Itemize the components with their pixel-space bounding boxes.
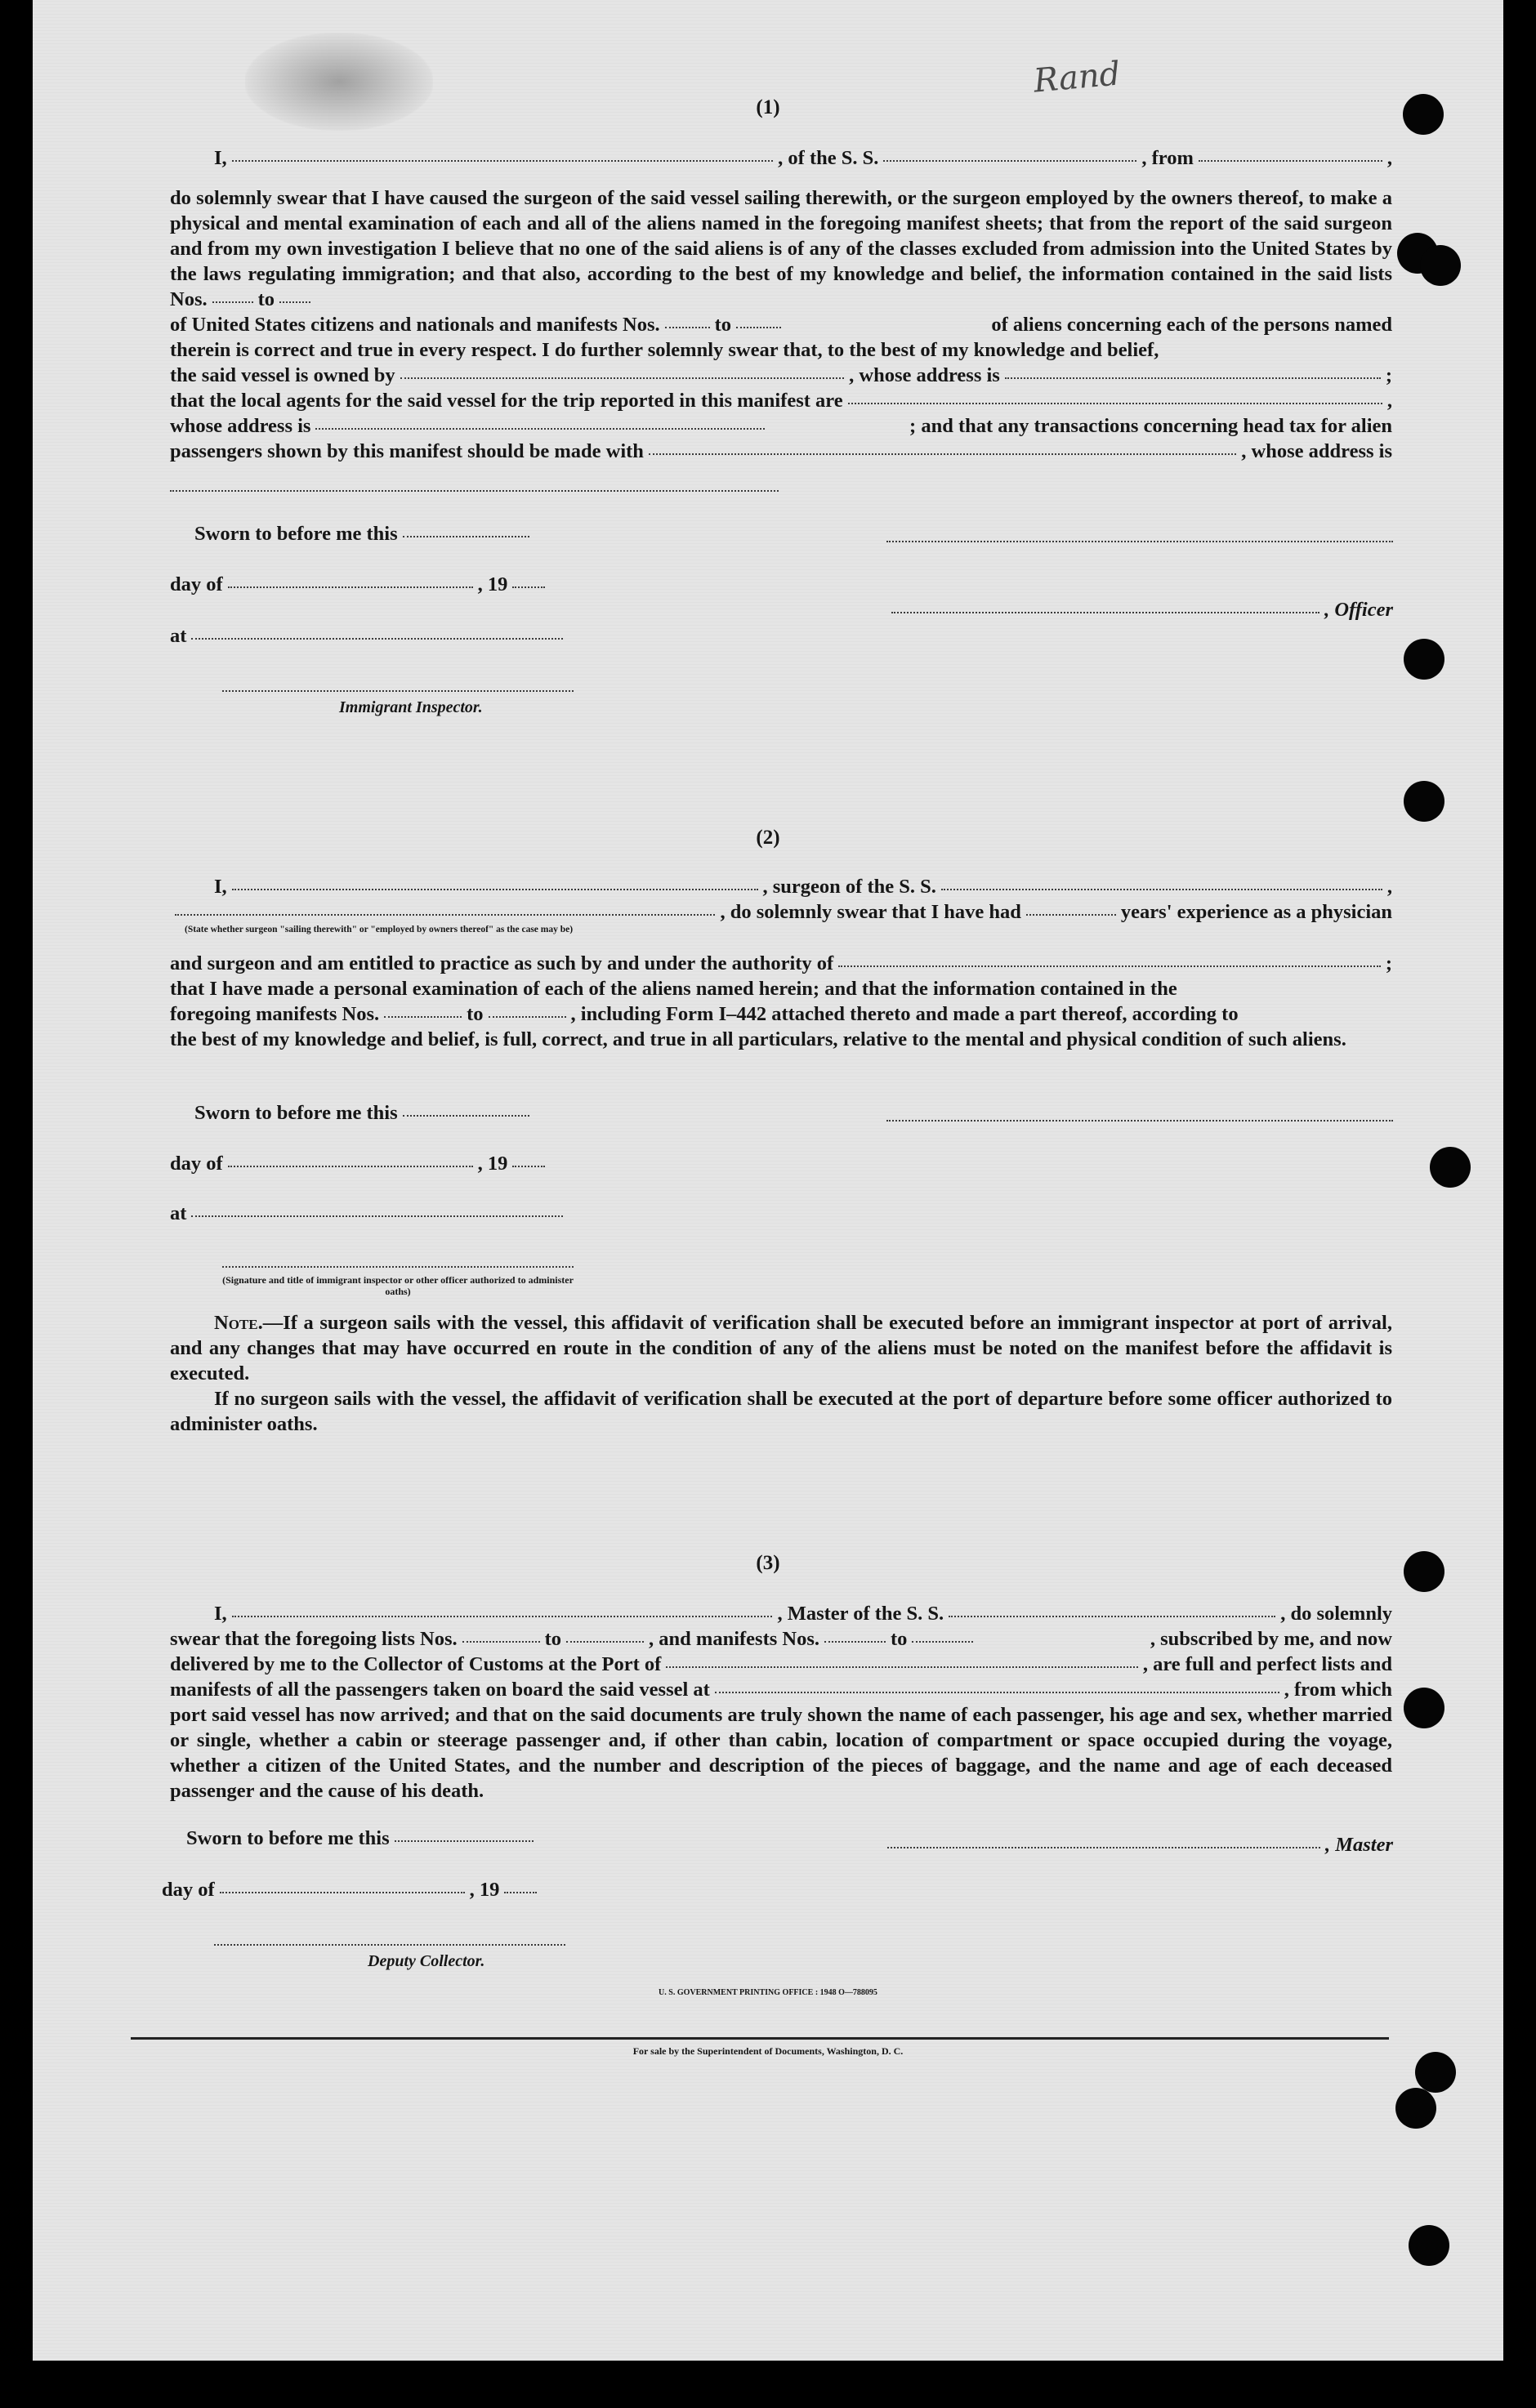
blank-field [665, 327, 710, 328]
blank-field [395, 1840, 534, 1842]
blank-field [191, 638, 563, 640]
signature-line [222, 1266, 574, 1268]
s1-text: to [257, 288, 275, 310]
handwritten-annotation: Rand [1032, 55, 1123, 100]
blank-field [504, 1892, 537, 1893]
s2-text: , do solemnly swear that I have had [720, 901, 1021, 923]
s1-officer [886, 599, 1393, 622]
s3-line-3 [170, 1652, 1392, 1677]
s1-text: , from [1141, 147, 1194, 169]
signature-line [887, 1847, 1320, 1848]
s2-text: the best of my knowledge and belief, is full, correct, and true in all particulars, relative to the mental and physical condition of such aliens. [170, 1028, 1346, 1050]
blank-field [649, 453, 1236, 455]
officer-label: , Officer [1324, 599, 1393, 621]
s2-line-2 [170, 899, 1392, 925]
signature-line [886, 541, 1393, 542]
s1-text: do solemnly swear that I have caused the surgeon of the said vessel sailing therewith, or the surgeon employed by the owners thereof, to make a physical and mental examination of each and all of the aliens named in the foregoing manifest sheets; that from the report of the said surgeon and from my own investigation I believe that no one of the said aliens is of any of the classes excluded from admission into the United States by the laws regulating immigration; and that also, according to the best of my knowledge and belief, the information contained in the said lists Nos. [170, 187, 1392, 310]
s3-text: delivered by me to the Collector of Customs at the Port of [170, 1653, 662, 1675]
blank-field [462, 1641, 540, 1643]
s1-text: , 19 [477, 573, 508, 595]
blank-field [279, 301, 310, 303]
blank-field [838, 965, 1381, 967]
blank-field [912, 1641, 973, 1643]
blank-field [824, 1641, 886, 1643]
punch-hole-icon [1403, 94, 1444, 135]
blank-field [941, 889, 1382, 890]
s1-text: to [714, 314, 732, 336]
s3-text: to [544, 1628, 562, 1650]
footer-rule [131, 2037, 1389, 2040]
s1-day [170, 573, 550, 596]
s1-paragraph [170, 185, 1392, 312]
blank-field [175, 914, 715, 916]
blank-field [666, 1666, 1138, 1668]
s2-text: I, [214, 876, 227, 898]
s1-text: that the local agents for the said vessel for the trip reported in this manifest are [170, 390, 843, 412]
printer-line: U. S. GOVERNMENT PRINTING OFFICE : 1948 O—788095 [659, 1988, 877, 1997]
blank-field [512, 1166, 545, 1167]
s3-text: , from which [1284, 1679, 1392, 1701]
section-3-body [170, 1601, 1392, 1804]
s1-text: therein is correct and true in every respect. I do further solemnly swear that, to the best of my knowledge and belief, [170, 339, 1159, 361]
s3-text: , Master of the S. S. [777, 1603, 944, 1625]
blank-field [403, 536, 529, 537]
s3-text: , 19 [469, 1879, 500, 1901]
blank-field [228, 586, 473, 588]
punch-hole-icon [1395, 2088, 1436, 2129]
s1-text: , [1386, 147, 1392, 169]
s2-text: that I have made a personal examination of each of the aliens named herein; and that the information contained in the [170, 978, 1177, 1000]
blank-field [848, 403, 1382, 404]
section-3-heading: (3) [756, 1552, 780, 1574]
note-text: —If a surgeon sails with the vessel, this affidavit of verification shall be executed before an immigrant inspector at port of arrival, and any changes that may have occurred en route in the condition of any of the aliens must be noted on the manifest before the affidavit is executed. [170, 1312, 1392, 1385]
punch-hole-icon [1430, 1147, 1471, 1188]
s1-text: the said vessel is owned by [170, 364, 395, 386]
section-2-heading: (2) [756, 827, 780, 849]
blank-field [736, 327, 781, 328]
signature-line [886, 1120, 1393, 1122]
s3-text: , subscribed by me, and now [1150, 1628, 1392, 1650]
s3-master [882, 1834, 1393, 1857]
s1-text: , of the S. S. [778, 147, 879, 169]
s3-text: Sworn to before me this [186, 1827, 390, 1849]
s2-text: , [1386, 876, 1392, 898]
note-paragraph-1 [170, 1310, 1392, 1386]
s2-text: , surgeon of the S. S. [762, 876, 936, 898]
punch-hole-icon [1415, 2052, 1456, 2093]
s1-line-3 [170, 312, 1392, 337]
signature-line [214, 1944, 565, 1946]
s3-text: , do solemnly [1280, 1603, 1392, 1625]
note-block [170, 1310, 1392, 1437]
blank-field [512, 586, 545, 588]
signature-line [891, 612, 1319, 613]
s1-line-8 [170, 439, 1392, 464]
s2-line-3 [170, 951, 1392, 976]
punch-hole-icon [1404, 1688, 1444, 1728]
s2-line-5 [170, 1001, 1392, 1027]
s3-text: , and manifests Nos. [649, 1628, 819, 1650]
blank-field [232, 889, 758, 890]
blank-field [170, 490, 779, 492]
blank-field [220, 1892, 465, 1893]
signature-line [222, 690, 574, 692]
s3-line-1 [170, 1601, 1392, 1626]
s1-text: day of [170, 573, 223, 595]
note-label: Note. [214, 1312, 263, 1334]
punch-hole-icon [1420, 245, 1461, 286]
s3-text: manifests of all the passengers taken on board the said vessel at [170, 1679, 710, 1701]
section-2-body [170, 874, 1392, 925]
s1-sworn [194, 523, 534, 546]
blank-field [715, 1692, 1279, 1693]
s1-text: ; [1385, 364, 1392, 386]
s2-text: at [170, 1202, 187, 1224]
blank-field [403, 1115, 529, 1117]
note-paragraph-2: If no surgeon sails with the vessel, the affidavit of verification shall be executed at the port of departure before some officer authorized to administer oaths. [170, 1388, 1392, 1435]
surgeon-caption: (State whether surgeon "sailing therewith" or "employed by owners thereof" as the case may be) [185, 925, 574, 934]
s2-text: day of [170, 1153, 223, 1175]
s1-line-6 [170, 388, 1392, 413]
s2-text: , including Form I–442 attached thereto and made a part thereof, according to [570, 1003, 1239, 1025]
punch-hole-icon [1404, 639, 1444, 680]
s2-at [170, 1202, 568, 1225]
s3-paragraph: port said vessel has now arrived; and that on the said documents are truly shown the name of each passenger, his age and sex, whether married or single, whether a cabin or steerage passenger and, if other than cabin, location of compartment or space occupied during the voyage, whether a citizen of the United States, and the number and description of the pieces of baggage, and the name and age of each deceased passenger and the cause of his death. [170, 1704, 1392, 1802]
s2-text: Sworn to before me this [194, 1102, 398, 1124]
blank-field [400, 377, 844, 379]
s1-text: of aliens concerning each of the persons named [991, 314, 1392, 336]
section-2-body-2 [170, 951, 1392, 1052]
section-1-body [170, 145, 1392, 464]
s1-line-7 [170, 413, 1392, 439]
blank-field [384, 1016, 462, 1018]
blank-field [232, 160, 774, 162]
section-1-heading: (1) [756, 96, 780, 118]
faded-stamp [245, 33, 433, 131]
s1-text: I, [214, 147, 227, 169]
blank-field [949, 1616, 1275, 1617]
blank-field [232, 1616, 773, 1617]
signature-title-caption: (Signature and title of immigrant inspector or other officer authorized to administer oaths) [222, 1274, 574, 1297]
blank-field [191, 1215, 563, 1217]
s2-text: years' experience as a physician [1120, 901, 1392, 923]
s3-text: swear that the foregoing lists Nos. [170, 1628, 458, 1650]
s1-text: Sworn to before me this [194, 523, 398, 545]
s1-text: ; and that any transactions concerning head tax for alien [909, 415, 1392, 437]
s2-day [170, 1153, 550, 1175]
punch-hole-icon [1409, 2225, 1449, 2266]
blank-field [489, 1016, 566, 1018]
s2-text: and surgeon and am entitled to practice as such by and under the authority of [170, 952, 834, 974]
s2-text: , 19 [477, 1153, 508, 1175]
s3-text: day of [162, 1879, 215, 1901]
immigrant-inspector-label: Immigrant Inspector. [339, 698, 483, 716]
punch-hole-icon [1404, 781, 1444, 822]
blank-field [315, 428, 765, 430]
blank-field [1005, 377, 1381, 379]
blank-field [228, 1166, 473, 1167]
s2-text: to [467, 1003, 484, 1025]
blank-field [1199, 160, 1382, 162]
s1-at [170, 625, 568, 648]
blank-field [566, 1641, 644, 1643]
s3-day [162, 1879, 542, 1902]
s1-text: , whose address is [849, 364, 1000, 386]
deputy-collector-label: Deputy Collector. [368, 1952, 485, 1970]
blank-field [212, 301, 253, 303]
master-label: , Master [1324, 1834, 1393, 1856]
s3-sworn [186, 1827, 538, 1850]
punch-hole-icon [1404, 1551, 1444, 1592]
s1-text: passengers shown by this manifest should be made with [170, 440, 644, 462]
s1-text: at [170, 625, 187, 647]
s1-line-5 [170, 363, 1392, 388]
s3-text: to [891, 1628, 908, 1650]
s3-text: , are full and perfect lists and [1142, 1653, 1392, 1675]
s2-text: foregoing manifests Nos. [170, 1003, 380, 1025]
s1-text: of United States citizens and nationals and manifests Nos. [170, 314, 660, 336]
s1-text: whose address is [170, 415, 311, 437]
s2-sworn [194, 1102, 534, 1125]
s1-text: , whose address is [1241, 440, 1392, 462]
s3-text: I, [214, 1603, 227, 1625]
s2-line-1 [170, 874, 1392, 899]
s1-text: , [1386, 390, 1392, 412]
footer-text: For sale by the Superintendent of Documents, Washington, D. C. [632, 2045, 904, 2057]
s3-line-4 [170, 1677, 1392, 1702]
s3-line-2 [170, 1626, 1392, 1652]
s1-line-1 [170, 145, 1392, 171]
s2-text: ; [1385, 952, 1392, 974]
blank-field [883, 160, 1136, 162]
form-page [33, 0, 1503, 2361]
blank-field [1026, 914, 1116, 916]
